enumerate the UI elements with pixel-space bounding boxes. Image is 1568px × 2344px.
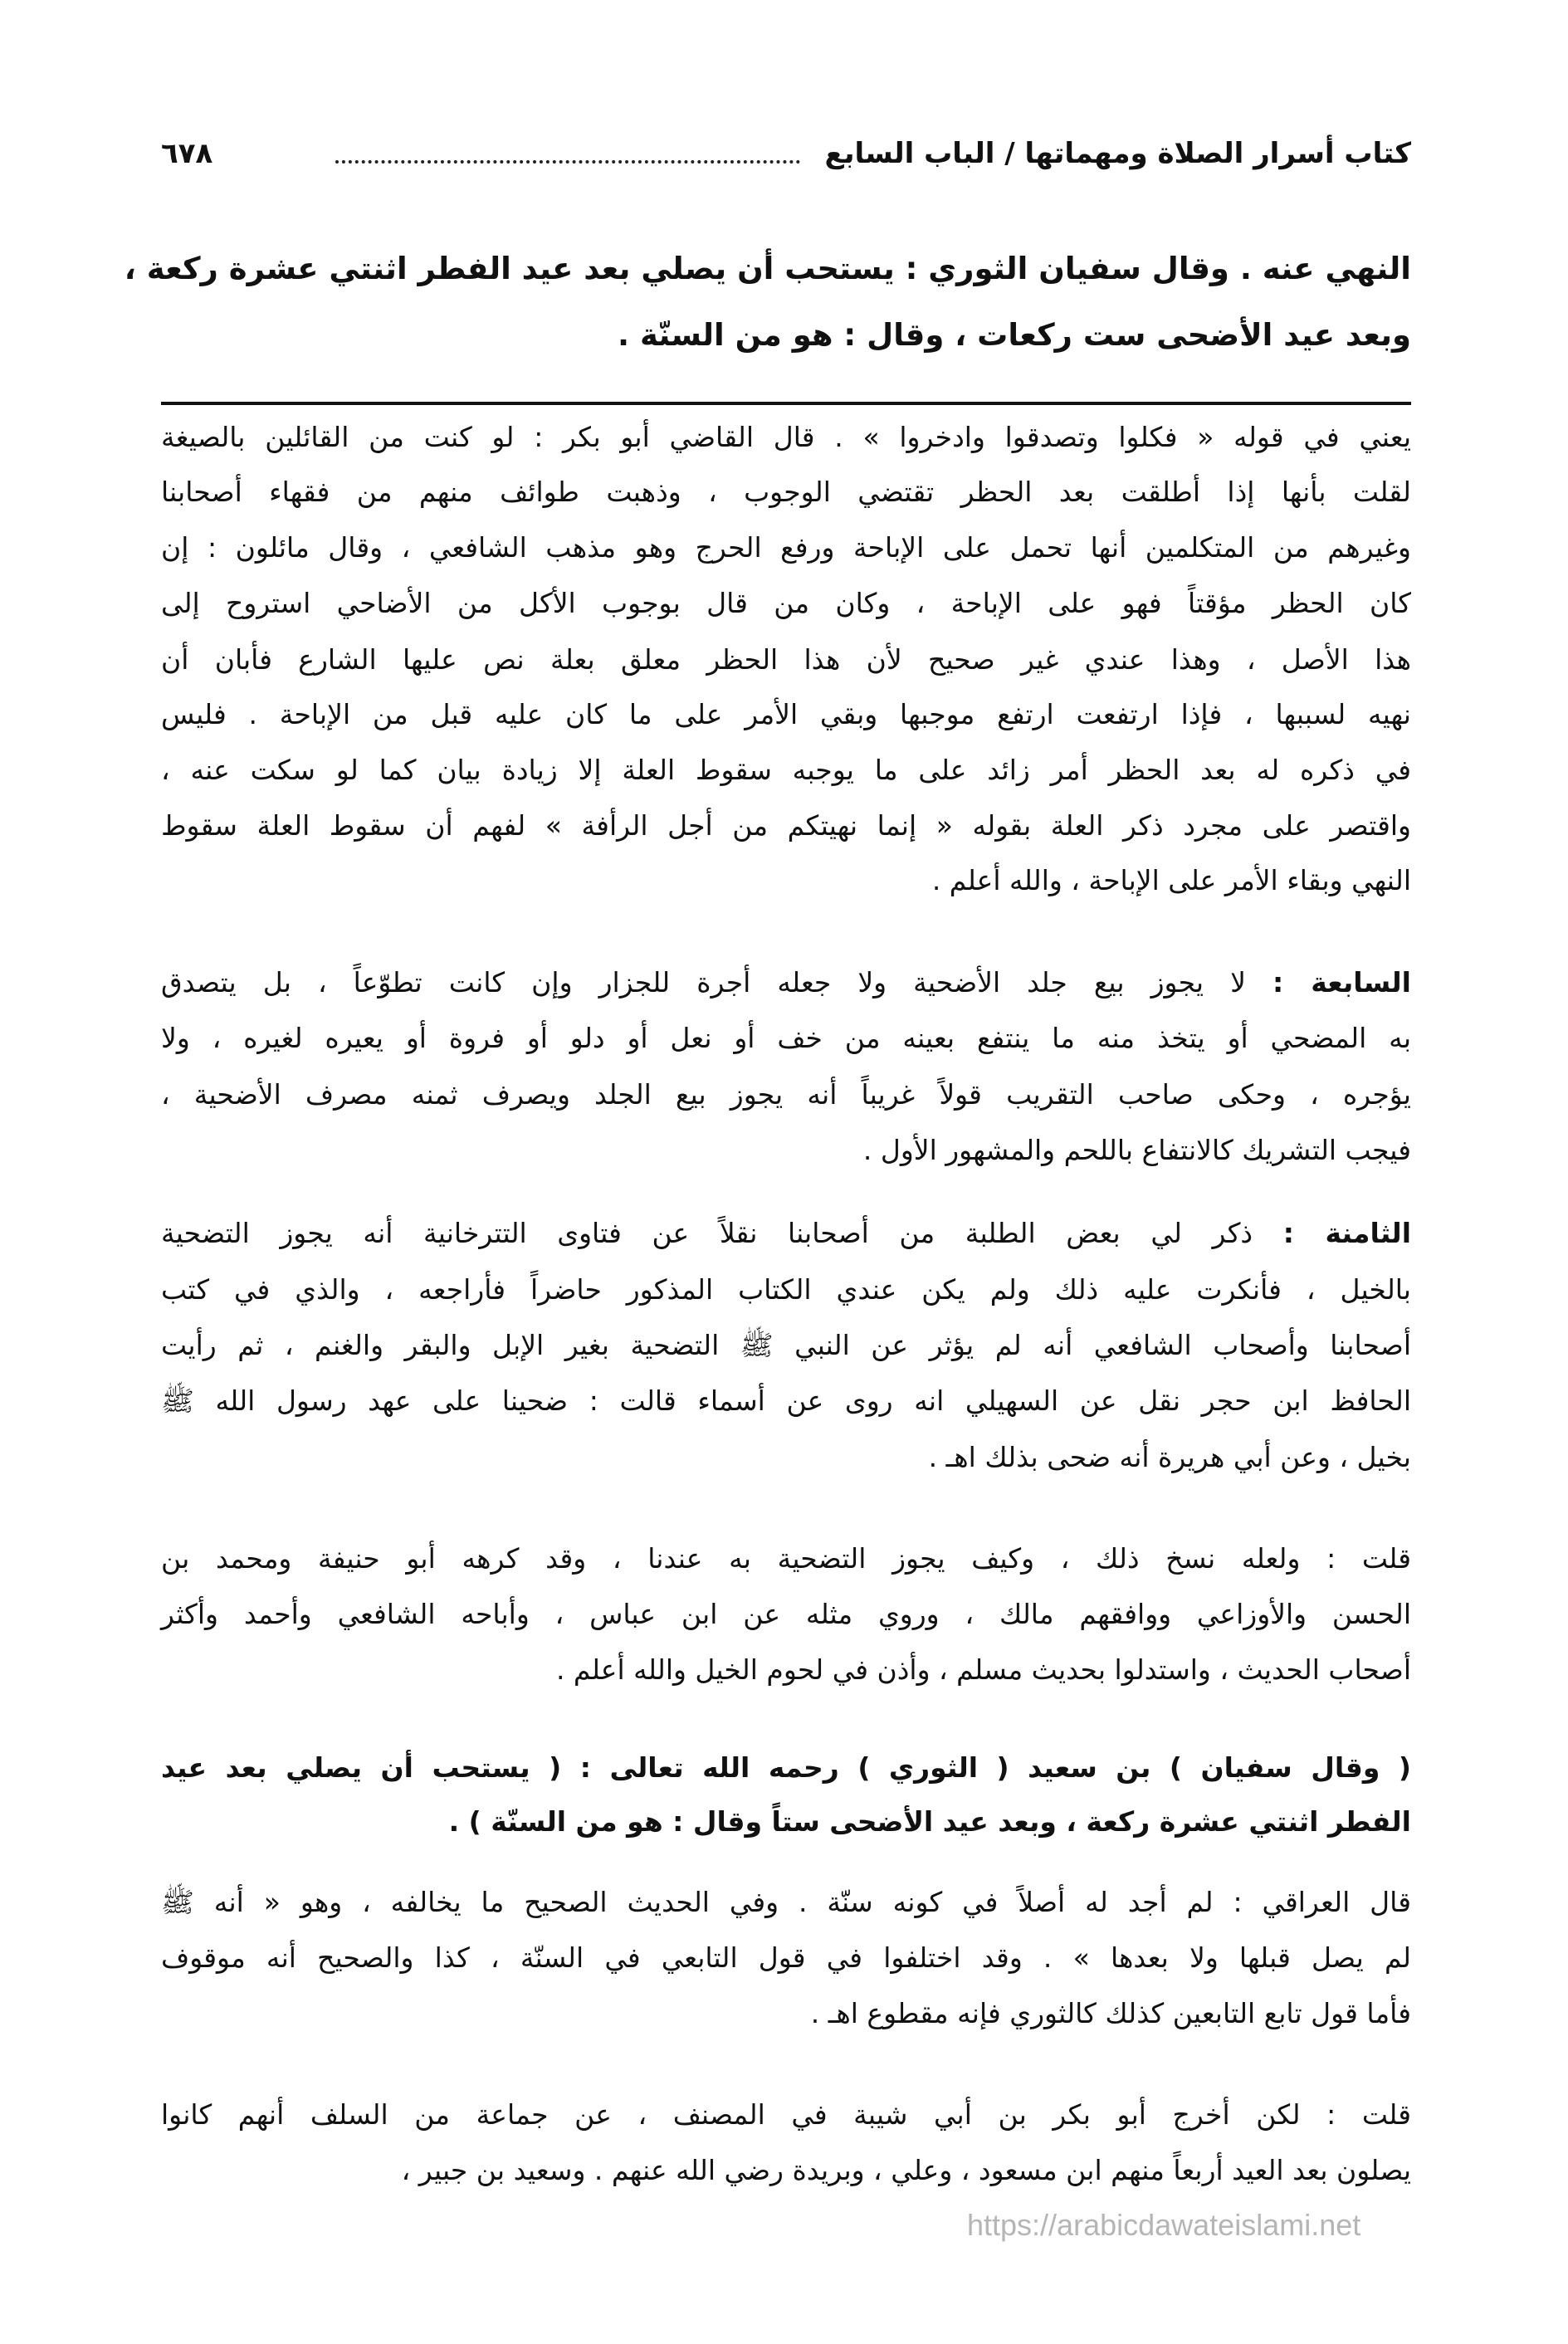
text-line: النهي عنه . وقال سفيان الثوري : يستحب أن يصلي بعد عيد الفطر اثنتي عشرة ركعة ،	[124, 251, 1411, 286]
line-text: لا يجوز بيع جلد الأضحية ولا جعله أجرة للجزار وإن كانت تطوّعاً ، بل يتصدق	[161, 966, 1246, 999]
section-label: الثامنة :	[1282, 1217, 1412, 1249]
running-header	[161, 133, 1411, 174]
paragraph-line: لقلت بأنها إذا أطلقت بعد الحظر تقتضي الوجوب ، وذهبت طوائف منهم من فقهاء أصحابنا	[161, 476, 1411, 508]
paragraph-line: قلت : لكن أخرج أبو بكر بن أبي شيبة في المصنف ، عن جماعة من السلف أنهم كانوا	[161, 2098, 1411, 2131]
paragraph-line: بالخيل ، فأنكرت عليه ذلك ولم يكن عندي الكتاب المذكور حاضراً فأراجعه ، والذي في كتب	[161, 1273, 1411, 1306]
paragraph-line: نهيه لسببها ، فإذا ارتفعت ارتفع موجبها وبقي الأمر على ما كان عليه قبل من الإباحة . فليس	[161, 698, 1411, 730]
paragraph-line: هذا الأصل ، وهذا عندي غير صحيح لأن هذا الحظر معلق بعلة نص عليها الشارع فأبان أن	[161, 643, 1411, 676]
watermark-url: https://arabicdawateislami.net	[967, 2208, 1361, 2242]
paragraph-line	[161, 966, 1411, 999]
paragraph-line: قلت : ولعله نسخ ذلك ، وكيف يجوز التضحية به عندنا ، وقد كرهه أبو حنيفة ومحمد بن	[161, 1542, 1411, 1575]
section-label: السابعة :	[1272, 966, 1411, 999]
paragraph-line: يعني في قوله « فكلوا وتصدقوا وادخروا » . قال القاضي أبو بكر : لو كنت من القائلين بالصيغة	[161, 421, 1411, 453]
paragraph-line: يؤجره ، وحكى صاحب التقريب قولاً غريباً أنه يجوز بيع الجلد ويصرف ثمنه مصرف الأضحية ،	[161, 1078, 1411, 1111]
line-text: ذكر لي بعض الطلبة من أصحابنا نقلاً عن فتاوى التترخانية أنه يجوز التضحية	[161, 1217, 1253, 1249]
header-title: كتاب أسرار الصلاة ومهماتها / الباب السابع	[824, 137, 1411, 170]
leader-dots	[335, 144, 800, 164]
paragraph-line	[161, 1217, 1411, 1249]
paragraph-line: واقتصر على مجرد ذكر العلة بقوله « إنما نهيتكم من أجل الرأفة » لفهم أن سقوط العلة سقوط	[161, 809, 1411, 842]
footnote-separator	[161, 402, 1411, 405]
text-line: وبعد عيد الأضحى ست ركعات ، وقال : هو من السنّة .	[618, 317, 1411, 353]
paragraph-line: أصحاب الحديث ، واستدلوا بحديث مسلم ، وأذن في لحوم الخيل والله أعلم .	[555, 1653, 1411, 1686]
paragraph-line: به المضحي أو يتخذ منه ما ينتفع بعينه من خف أو نعل أو دلو أو فروة أو يعيره لغيره ، ولا	[161, 1022, 1411, 1054]
paragraph-line: لم يصل قبلها ولا بعدها » . وقد اختلفوا في قول التابعي في السنّة ، كذا والصحيح أنه موقوف	[161, 1941, 1411, 1974]
paragraph-line: فأما قول تابع التابعين كذلك كالثوري فإنه مقطوع اهـ .	[810, 1997, 1411, 2029]
paragraph-line: يصلون بعد العيد أربعاً منهم ابن مسعود ، وعلي ، وبريدة رضي الله عنهم . وسعيد بن جبير ،	[401, 2154, 1411, 2186]
paragraph-line: بخيل ، وعن أبي هريرة أنه ضحى بذلك اهـ .	[928, 1441, 1411, 1473]
paragraph-line: فيجب التشريك كالانتفاع باللحم والمشهور الأول .	[862, 1134, 1411, 1166]
paragraph-line: وغيرهم من المتكلمين أنها تحمل على الإباحة ورفع الحرج وهو مذهب الشافعي ، وقال مائلون : إن	[161, 531, 1411, 564]
paragraph-line: في ذكره له بعد الحظر أمر زائد على ما يوجبه سقوط العلة إلا زيادة بيان كما لو سكت عنه ،	[161, 754, 1411, 786]
paragraph-line: ( وقال سفيان ) بن سعيد ( الثوري ) رحمه الله تعالى : ( يستحب أن يصلي بعد عيد	[161, 1751, 1411, 1784]
paragraph-line: النهي وبقاء الأمر على الإباحة ، والله أعلم .	[931, 864, 1411, 896]
paragraph-line: الحسن والأوزاعي ووافقهم مالك ، وروي مثله عن ابن عباس ، وأباحه الشافعي وأحمد وأكثر	[161, 1598, 1411, 1630]
page-number: ٦٧٨	[161, 137, 213, 170]
paragraph-line: كان الحظر مؤقتاً فهو على الإباحة ، وكان من قال بوجوب الأكل من الأضاحي استروح إلى	[161, 587, 1411, 619]
paragraph-line: أصحابنا وأصحاب الشافعي أنه لم يؤثر عن النبي ﷺ التضحية بغير الإبل والبقر والغنم ، ثم رأيت	[161, 1329, 1411, 1361]
paragraph-line: الحافظ ابن حجر نقل عن السهيلي انه روى عن أسماء قالت : ضحينا على عهد رسول الله ﷺ	[161, 1384, 1411, 1417]
paragraph-line: الفطر اثنتي عشرة ركعة ، وبعد عيد الأضحى ستاً وقال : هو من السنّة ) .	[448, 1805, 1411, 1838]
paragraph-line: قال العراقي : لم أجد له أصلاً في كونه سنّة . وفي الحديث الصحيح ما يخالفه ، وهو « أنه ﷺ	[161, 1886, 1411, 1918]
